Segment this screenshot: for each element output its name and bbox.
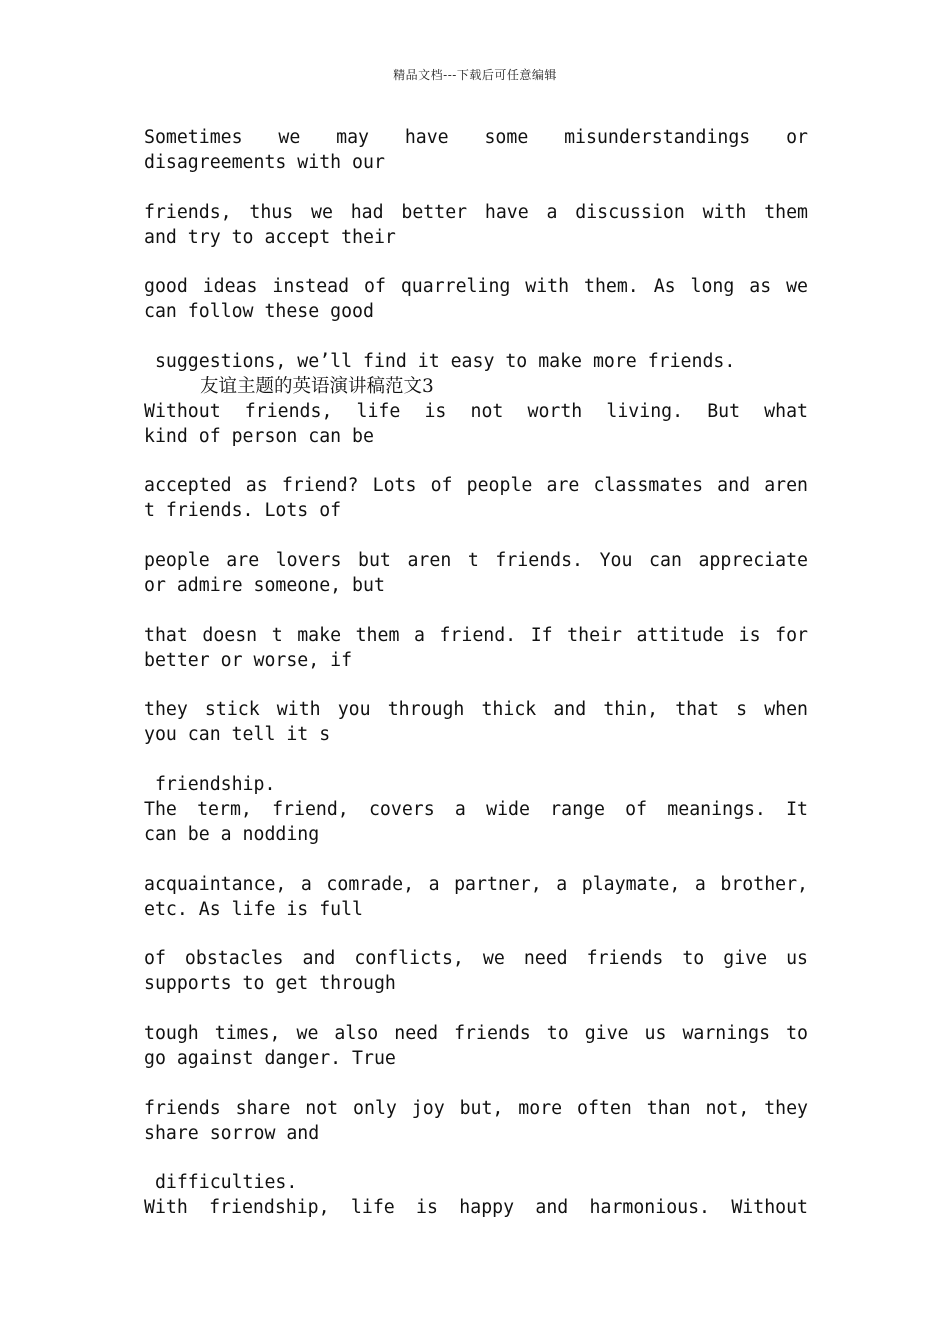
paragraph-line: and try to accept their	[144, 226, 396, 248]
line-gap	[144, 176, 808, 201]
line-gap	[144, 450, 808, 475]
paragraph-line: can follow these good	[144, 301, 374, 323]
paragraph-line: share sorrow and	[144, 1122, 320, 1144]
line-gap	[144, 1147, 808, 1172]
line-gap	[144, 997, 808, 1022]
paragraph-line: of obstacles and conflicts, we need friends to give us	[144, 948, 808, 970]
paragraph-line: supports to get through	[144, 973, 396, 995]
page-header: 精品文档---下载后可任意编辑	[393, 68, 557, 82]
paragraph-line: friends share not only joy but, more often than not, they	[144, 1097, 808, 1119]
paragraph-line: that doesn t make them a friend. If their attitude is for	[144, 624, 808, 646]
paragraph-line: friendship.	[144, 774, 276, 796]
paragraph-line: can be a nodding	[144, 823, 320, 845]
line-gap	[144, 923, 808, 948]
paragraph-line: better or worse, if	[144, 649, 353, 671]
line-gap	[144, 250, 808, 275]
paragraph-line: etc. As life is full	[144, 898, 363, 920]
paragraph-line: disagreements with our	[144, 151, 385, 173]
paragraph-line: tough times, we also need friends to give us warnings to	[144, 1023, 808, 1045]
line-gap	[144, 325, 808, 350]
paragraph-line: accepted as friend? Lots of people are classmates and aren	[144, 475, 808, 497]
paragraph-line: acquaintance, a comrade, a partner, a playmate, a brother,	[144, 873, 808, 895]
document-body	[144, 126, 808, 1221]
paragraph-line: go against danger. True	[144, 1047, 396, 1069]
line-gap	[144, 524, 808, 549]
paragraph-line: difficulties.	[144, 1172, 298, 1194]
paragraph-line: you can tell it s	[144, 724, 331, 746]
line-gap	[144, 748, 808, 773]
paragraph-line: good ideas instead of quarreling with them. As long as we	[144, 276, 808, 298]
paragraph-line: t friends. Lots of	[144, 500, 342, 522]
paragraph-line: With friendship, life is happy and harmonious. Without	[144, 1197, 808, 1219]
paragraph-line: Sometimes we may have some misunderstandings or	[144, 127, 808, 148]
paragraph-line: suggestions, we’ll find it easy to make more friends.	[144, 351, 736, 373]
section-heading: 友谊主题的英语演讲稿范文3	[200, 375, 434, 397]
paragraph-line: The term, friend, covers a wide range of meanings. It	[144, 799, 808, 821]
paragraph-line: they stick with you through thick and thin, that s when	[144, 699, 808, 721]
line-gap	[144, 674, 808, 699]
line-gap	[144, 1072, 808, 1097]
paragraph-line: or admire someone, but	[144, 575, 385, 597]
paragraph-line: people are lovers but aren t friends. You can appreciate	[144, 550, 808, 572]
paragraph-line: friends, thus we had better have a discussion with them	[144, 201, 808, 223]
line-gap	[144, 848, 808, 873]
paragraph-line: Without friends, life is not worth living. But what	[144, 400, 808, 422]
line-gap	[144, 599, 808, 624]
paragraph-line: kind of person can be	[144, 425, 374, 447]
